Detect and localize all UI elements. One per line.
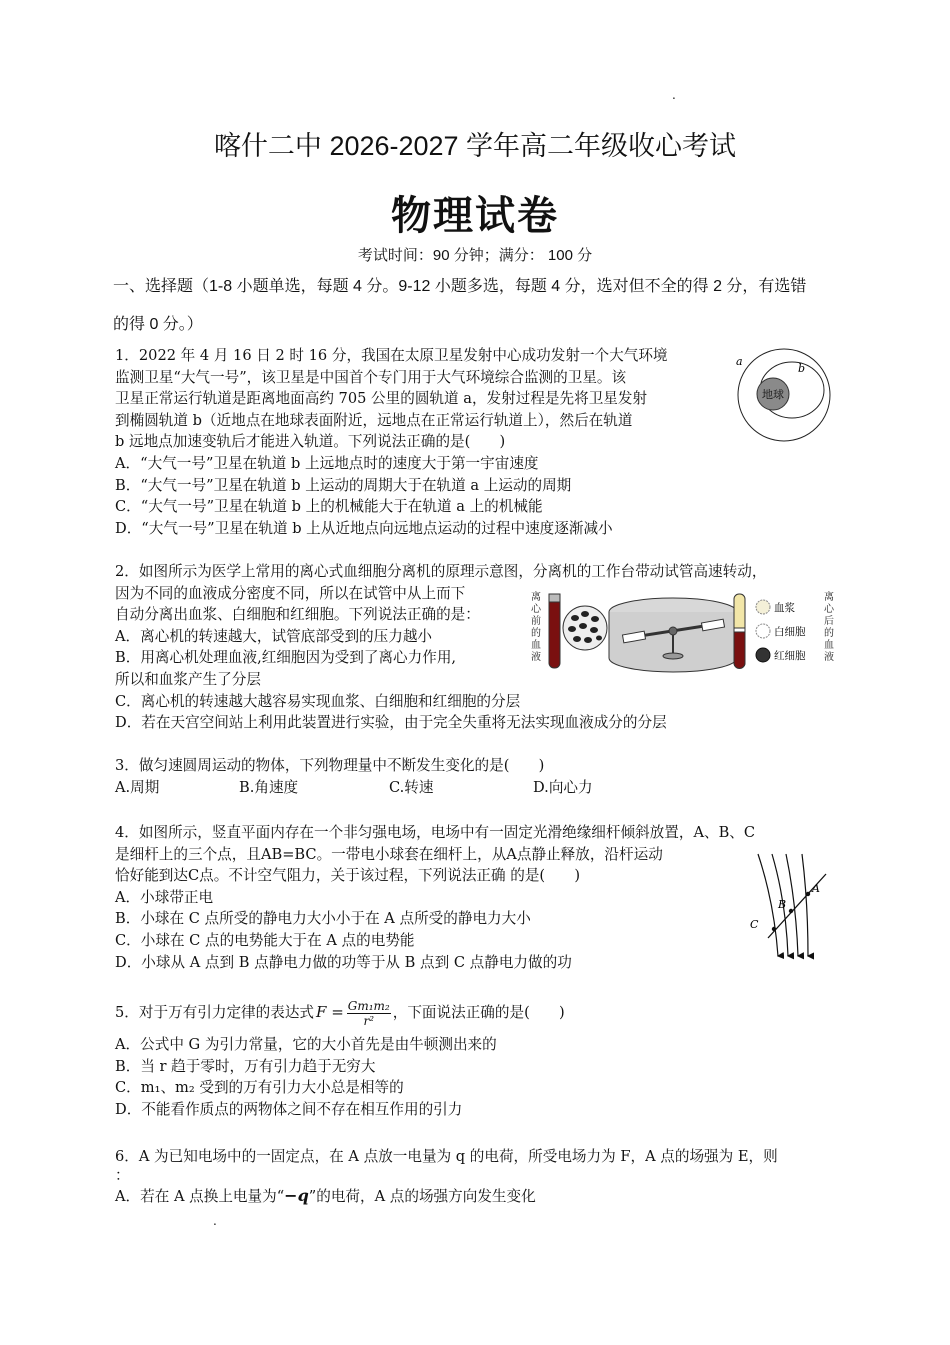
tube-before [549,594,560,668]
q2-stem-line: 因为不同的血液成分密度不同，所以在试管中从上而下 [115,584,466,602]
orbit-diagram [728,345,840,445]
q1-stem-line: 到椭圆轨道 b（近地点在地球表面附近，远地点在正常运行轨道上），然后在轨道 [115,411,633,429]
point-a-label: A [812,882,820,895]
q5-stem [115,996,565,1030]
q5-option-c: C．m₁、m₂ 受到的万有引力大小总是相等的 [115,1079,404,1097]
formula-denominator: r² [363,1013,375,1028]
section-heading-line2: 的得 0 分。） [113,316,203,333]
q4-option-b: B．小球在 C 点所受的静电力大小小于在 A 点所受的静电力大小 [115,910,531,928]
q2-option-d: D．若在天宫空间站上利用此装置进行实验，由于完全失重将无法实现血液成分的分层 [115,714,667,732]
q4-option-c: C．小球在 C 点的电势能大于在 A 点的电势能 [115,931,415,949]
q4-stem-line: 4．如图所示，竖直平面内存在一个非匀强电场，电场中有一固定光滑绝缘细杆倾斜放置，A、B、C [115,824,756,841]
q2-stem-line: 自动分离出血浆、白细胞和红细胞。下列说法正确的是： [115,606,480,624]
formula-numerator: Gm₁m₂ [347,998,390,1013]
q3-option-c: C.转速 [389,778,434,796]
svg-text:离: 离 [531,592,541,603]
q6-stem: 6．A 为已知电场中的一固定点，在 A 点放一电量为 q 的电荷，所受电场力为 F，A 点的场强为 E，则 [115,1148,778,1165]
point-b-label: B [778,898,787,911]
q2-stem-line: 2．如图所示为医学上常用的离心式血细胞分离机的原理示意图，分离机的工作台带动试管高速转动， [115,563,767,580]
q3-option-b: B.角速度 [239,778,299,796]
q4-option-d: D．小球从 A 点到 B 点静电力做的功等于从 B 点到 C 点静电力做的功 [115,953,572,971]
svg-text:血: 血 [824,640,834,651]
after-label [824,590,835,663]
q1-option-d: D．“大气一号”卫星在轨道 b 上从近地点向远地点运动的过程中速度逐渐减小 [115,519,613,537]
q3-option-a: A.周期 [115,778,160,796]
q5-option-a: A．公式中 G 为引力常量，它的大小首先是由牛顿测出来的 [115,1036,497,1053]
formula-lhs: F = [316,1003,344,1022]
earth-label: 地球 [762,388,784,401]
q6-option-a-charge: −q [284,1185,309,1205]
orbit-a-label: a [736,355,743,368]
question-3 [115,755,593,798]
question-6 [115,1146,778,1209]
bottom-dot: . [213,1214,217,1228]
q6-option-a-before: A．若在 A 点换上电量为“ [115,1187,285,1205]
school-exam-title: 喀什二中 2026-2027 学年高二年级收心考试 [213,131,737,161]
point-c-label: C [750,918,759,931]
question-4 [115,822,755,973]
orbit-b-label: b [798,362,806,375]
q2-option-b: B．用离心机处理血液,红细胞因为受到了离心力作用, [115,649,457,667]
svg-text:血: 血 [531,640,541,651]
exam-info: 考试时间：90 分钟；满分： 100 分 [357,247,593,264]
q5-option-b: B．当 r 趋于零时，万有引力趋于无穷大 [115,1057,376,1075]
q1-option-b: B．“大气一号”卫星在轨道 b 上运动的周期大于在轨道 a 上运动的周期 [115,476,572,494]
q1-stem-line: 监测卫星“大气一号”，该卫星是中国首个专门用于大气环境综合监测的卫星。该 [115,368,627,386]
q2-option-b-cont: 所以和血浆产生了分层 [115,670,261,688]
svg-text:心: 心 [531,604,541,615]
q3-options [115,777,593,799]
white-cells-label: 白细胞 [774,626,806,638]
svg-text:前: 前 [531,616,541,627]
q4-stem-line: 恰好能到达C点。不计空气阻力，关于该过程，下列说法正确 的是( ) [115,867,581,885]
centrifuge-diagram [527,588,843,674]
section-heading-line1: 一、选择题（1-8 小题单选，每题 4 分。9-12 小题多选，每题 4 分，选对但不全的得 2 分，有选错 [113,278,807,295]
svg-text:心: 心 [824,604,834,615]
svg-text:的: 的 [824,628,834,639]
q3-stem: 3．做匀速圆周运动的物体，下列物理量中不断发生变化的是( ) [115,757,545,774]
top-dot: . [672,88,676,102]
q5-stem-after: ，下面说法正确的是( ) [392,1004,565,1022]
svg-text:液: 液 [824,652,834,663]
svg-text:后: 后 [824,616,834,627]
q6-stem-colon: ： [115,1166,130,1184]
q6-option-a [115,1184,778,1209]
plasma-label: 血浆 [774,602,795,614]
q5-option-d: D．不能看作质点的两物体之间不存在相互作用的引力 [115,1100,463,1118]
q1-option-c: C．“大气一号”卫星在轨道 b 上的机械能大于在轨道 a 上的机械能 [115,498,543,516]
q1-stem-line: 卫星正常运行轨道是距离地面高约 705 公里的圆轨道 a，发射过程是先将卫星发射 [115,390,648,408]
before-label [531,590,542,663]
q4-stem-line: 是细杆上的三个点，且AB=BC。一带电小球套在细杆上，从A点静止释放，沿杆运动 [115,845,663,863]
svg-text:离: 离 [824,592,834,603]
subject-title: 物理试卷 [391,194,559,238]
red-cells-label: 红细胞 [774,650,806,662]
question-1 [115,345,668,539]
section-heading [113,268,843,344]
electric-field-diagram [738,852,833,960]
q4-option-a: A．小球带正电 [115,888,214,906]
q1-option-a: A．“大气一号”卫星在轨道 b 上远地点时的速度大于第一宇宙速度 [115,454,539,472]
q5-stem-before: 5．对于万有引力定律的表达式 [115,1004,315,1022]
q2-option-a: A．离心机的转速越大，试管底部受到的压力越小 [115,627,433,645]
gravity-formula [316,999,391,1028]
q3-option-d: D.向心力 [533,778,593,796]
svg-text:液: 液 [531,652,541,663]
question-5 [115,996,565,1120]
q1-stem-line: 1．2022 年 4 月 16 日 2 时 16 分，我国在太原卫星发射中心成功发射一个大气环境 [115,347,668,364]
q1-stem-line: b 远地点加速变轨后才能进入轨道。下列说法正确的是( ) [115,433,506,451]
svg-text:的: 的 [531,628,541,639]
q6-option-a-after: ”的电荷，A 点的场强方向发生变化 [308,1187,536,1205]
q2-option-c: C．离心机的转速越大越容易实现血浆、白细胞和红细胞的分层 [115,692,521,710]
